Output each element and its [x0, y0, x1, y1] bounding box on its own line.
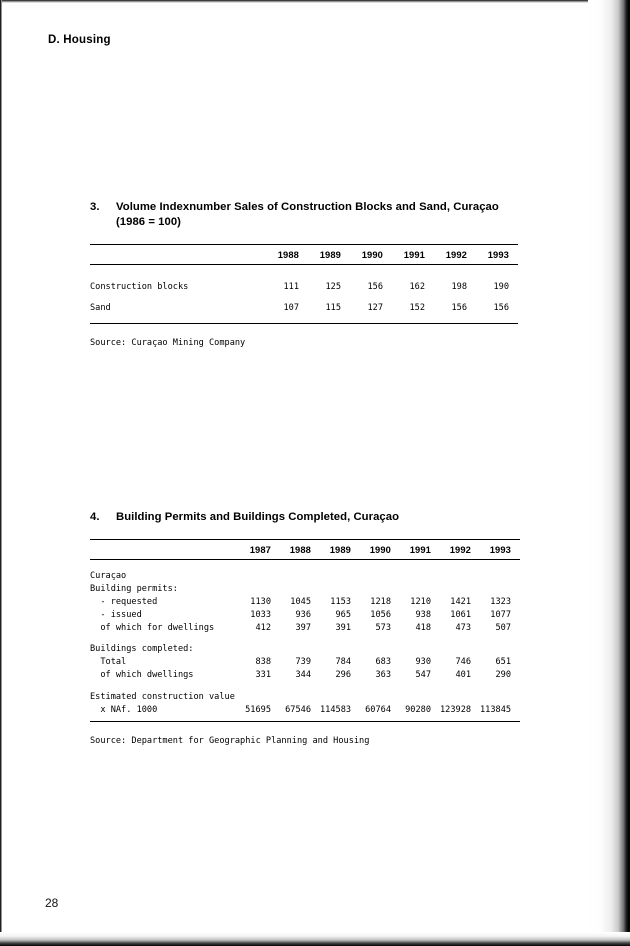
table-cell: 156 [476, 298, 518, 324]
table-cell: 739 [295, 657, 311, 668]
table-cell [440, 570, 480, 583]
table-cell [280, 643, 320, 656]
table-row [90, 704, 520, 721]
table-spacer-cell [90, 634, 520, 643]
table-4 [90, 539, 520, 722]
table-cell: 1077 [490, 609, 511, 620]
table-3-column-header: 1988 [262, 245, 308, 265]
scan-edge-right [588, 0, 630, 946]
table-cell [238, 643, 280, 656]
table-4-block [90, 510, 518, 746]
table-row [90, 583, 520, 596]
table-cell [360, 570, 400, 583]
table-row [90, 622, 520, 635]
table-gap-row [90, 560, 520, 571]
table-cell: 344 [295, 670, 311, 681]
table-4-column-header: 1991 [400, 540, 440, 560]
table-cell [400, 570, 440, 583]
table-row-label: Buildings completed: [90, 644, 194, 655]
table-cell [280, 583, 320, 596]
table-cell: 965 [335, 609, 351, 620]
table-4-title [90, 510, 518, 525]
table-3-source: Source: Curaçao Mining Company [90, 338, 246, 349]
table-cell: 156 [434, 298, 476, 324]
table-cell: 331 [255, 670, 271, 681]
table-3-column-header: 1990 [350, 245, 392, 265]
table-row-label: Building permits: [90, 583, 178, 594]
table-cell: 67546 [280, 704, 320, 721]
table-cell: 573 [375, 622, 391, 633]
table-3 [90, 244, 518, 324]
table-cell: 125 [325, 282, 341, 293]
table-3-stub-header [90, 245, 262, 265]
table-row-label: Curaçao [90, 571, 127, 582]
table-cell [440, 691, 480, 704]
table-4-column-header: 1993 [480, 540, 520, 560]
table-cell [400, 583, 440, 596]
table-cell [360, 583, 400, 596]
table-cell [360, 643, 400, 656]
table-3-block [90, 200, 518, 348]
table-cell [320, 643, 360, 656]
table-row-label: of which dwellings [90, 670, 194, 681]
table-cell [320, 570, 360, 583]
table-cell: 162 [409, 282, 425, 293]
table-4-stub-header [90, 540, 238, 560]
scan-edge-bottom [0, 932, 630, 946]
table-row-label: - requested [90, 596, 158, 607]
table-cell: 90280 [400, 704, 440, 721]
table-row [90, 682, 520, 691]
table-cell [400, 643, 440, 656]
table-cell: 111 [283, 282, 299, 293]
table-cell: 1153 [330, 596, 351, 607]
table-cell: 156 [367, 282, 383, 293]
table-cell [480, 583, 520, 596]
table-row [90, 656, 520, 669]
table-row-label: Sand [90, 298, 262, 324]
table-cell [480, 643, 520, 656]
table-cell [238, 570, 280, 583]
table-gap-cell [90, 560, 520, 571]
table-cell [440, 643, 480, 656]
table-cell: 1130 [250, 596, 271, 607]
table-cell: 930 [415, 657, 431, 668]
table-4-column-header: 1989 [320, 540, 360, 560]
table-cell: 113845 [480, 704, 520, 721]
table-cell: 397 [295, 622, 311, 633]
table-cell: 412 [255, 622, 271, 633]
table-cell: 784 [335, 657, 351, 668]
table-cell [320, 583, 360, 596]
scan-edge-top [0, 0, 630, 3]
table-gap-row [90, 265, 518, 278]
table-3-column-header: 1991 [392, 245, 434, 265]
table-3-number: 3. [90, 201, 100, 213]
table-4-column-header: 1987 [238, 540, 280, 560]
table-cell [320, 691, 360, 704]
table-3-body [90, 265, 518, 324]
table-cell: 127 [350, 298, 392, 324]
table-cell: 198 [451, 282, 467, 293]
scan-edge-left [0, 0, 2, 946]
table-4-number: 4. [90, 511, 100, 523]
table-3-title-text [116, 200, 518, 230]
table-3-title-line-2: (1986 = 100) [116, 216, 181, 229]
table-cell: 1061 [450, 609, 471, 620]
table-cell: 936 [295, 609, 311, 620]
table-cell: 418 [415, 622, 431, 633]
table-cell: 51695 [238, 704, 280, 721]
table-cell: 123928 [440, 704, 480, 721]
table-3-head [90, 245, 518, 265]
table-cell [400, 691, 440, 704]
table-3-column-header: 1992 [434, 245, 476, 265]
table-cell [360, 691, 400, 704]
table-cell: 1056 [370, 609, 391, 620]
table-cell: 547 [415, 670, 431, 681]
table-cell [480, 570, 520, 583]
table-row [90, 643, 520, 656]
table-cell: 401 [455, 670, 471, 681]
page-number: 28 [45, 896, 59, 910]
table-spacer-cell [90, 682, 520, 691]
table-cell: 1421 [450, 596, 471, 607]
table-cell: 296 [335, 670, 351, 681]
table-3-header-row [90, 245, 518, 265]
table-3-column-header: 1989 [308, 245, 350, 265]
table-row [90, 596, 520, 609]
table-4-column-header: 1990 [360, 540, 400, 560]
table-4-head [90, 540, 520, 560]
table-cell: 746 [455, 657, 471, 668]
table-cell: 1218 [370, 596, 391, 607]
table-cell: 391 [335, 622, 351, 633]
table-row [90, 634, 520, 643]
table-cell [280, 570, 320, 583]
table-4-body [90, 560, 520, 722]
table-cell [238, 583, 280, 596]
table-cell: 838 [255, 657, 271, 668]
table-cell: 938 [415, 609, 431, 620]
table-row-label: Estimated construction value [90, 692, 235, 703]
table-4-header-row [90, 540, 520, 560]
section-heading: D. Housing [48, 34, 111, 46]
table-3-title-line-1: Volume Indexnumber Sales of Construction Blocks and Sand, Curaçao [116, 201, 499, 213]
table-cell: 107 [262, 298, 308, 324]
table-cell: 1323 [490, 596, 511, 607]
table-row [90, 277, 518, 298]
table-cell: 115 [308, 298, 350, 324]
table-cell: 1033 [250, 609, 271, 620]
table-cell [238, 691, 280, 704]
table-cell: 190 [493, 282, 509, 293]
table-row [90, 570, 520, 583]
table-cell: 1045 [290, 596, 311, 607]
table-row [90, 691, 520, 704]
table-4-column-header: 1988 [280, 540, 320, 560]
table-cell: 1210 [410, 596, 431, 607]
table-cell: 152 [392, 298, 434, 324]
table-cell [480, 691, 520, 704]
table-gap-cell [90, 265, 518, 278]
table-row [90, 609, 520, 622]
table-cell [440, 583, 480, 596]
table-cell: 651 [495, 657, 511, 668]
table-cell: 473 [455, 622, 471, 633]
table-row-label: of which for dwellings [90, 622, 215, 633]
table-row-label: Total [90, 657, 127, 668]
table-cell: 60764 [360, 704, 400, 721]
table-cell [280, 691, 320, 704]
table-3-title [90, 200, 518, 230]
table-4-title-text: Building Permits and Buildings Completed, Curaçao [116, 511, 400, 523]
table-row-label: x NAf. 1000 [90, 704, 238, 721]
table-row-label: Construction blocks [90, 282, 189, 293]
table-cell: 363 [375, 670, 391, 681]
table-cell: 683 [375, 657, 391, 668]
table-cell: 114583 [320, 704, 360, 721]
table-row [90, 669, 520, 682]
table-row-label: - issued [90, 609, 142, 620]
table-4-column-header: 1992 [440, 540, 480, 560]
table-row [90, 298, 518, 324]
table-4-source: Source: Department for Geographic Planning and Housing [90, 735, 370, 746]
table-cell: 507 [495, 622, 511, 633]
table-cell: 290 [495, 670, 511, 681]
table-3-column-header: 1993 [476, 245, 518, 265]
